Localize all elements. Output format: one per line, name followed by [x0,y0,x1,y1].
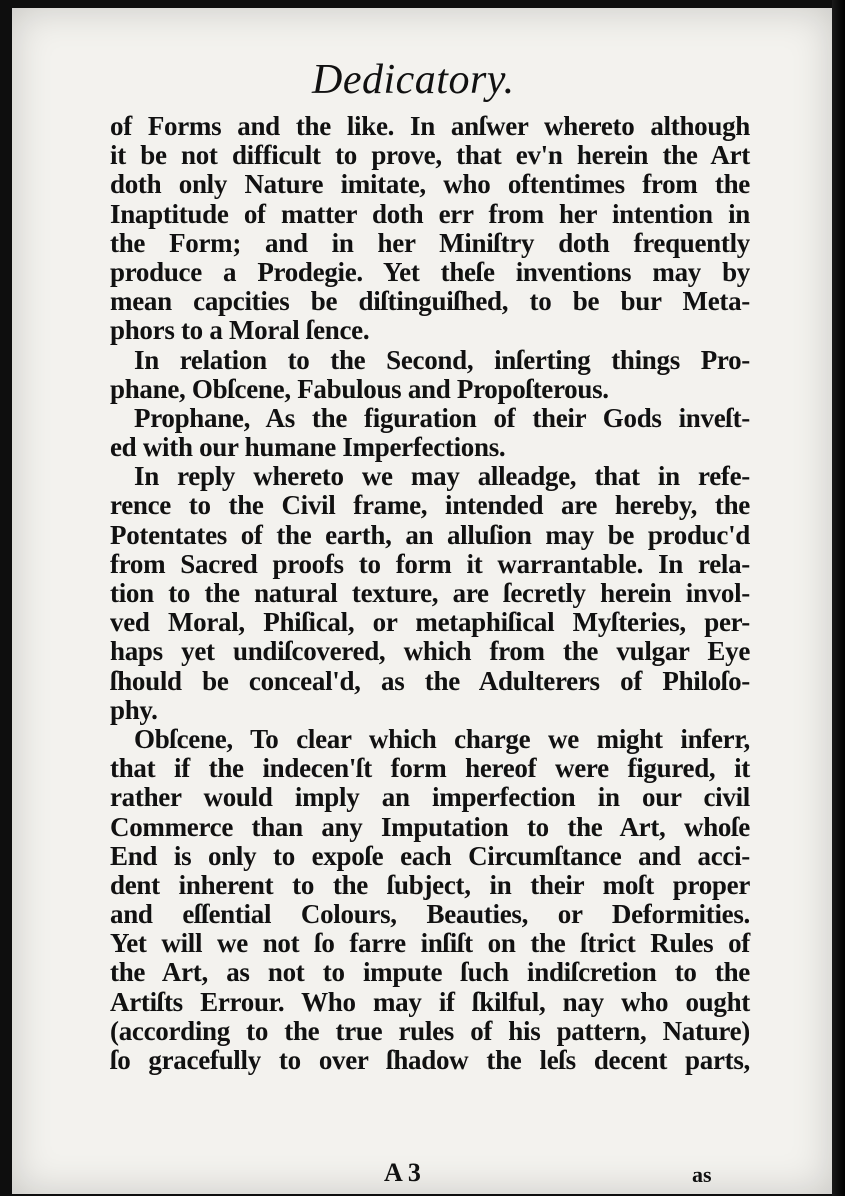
page [12,8,832,1194]
text-line: Prophane, As the figuration of their Gods inveſt- [134,402,750,433]
text-line: the Art, as not to impute ſuch indiſcretion to the [110,957,750,988]
text-line: and eſſential Colours, Beauties, or Deformities. [110,899,750,930]
text-line: tion to the natural texture, are ſecretly herein invol- [110,578,750,608]
text-line: rather would imply an imperfection in our civil [110,782,750,813]
text-line: Yet will we not ſo farre inſiſt on the ſtrict Rules of [110,928,750,959]
text-line: doth only Nature imitate, who oftentimes from the [110,169,750,200]
text-line: Obſcene, To clear which charge we might inferr, [134,723,750,754]
text-line: dent inherent to the ſubject, in their moſt proper [110,869,750,900]
text-line: phy. [110,694,158,725]
text-line: ſhould be conceal'd, as the Adulterers of Philoſo- [110,665,750,696]
text-line: End is only to expoſe each Circumſtance and acci- [110,840,750,871]
text-line: produce a Prodegie. Yet theſe inventions may by [110,256,750,287]
text-line: ed with our humane Imperfections. [110,432,506,463]
text-line: Potentates of the earth, an alluſion may be produc'd [110,519,750,550]
text-line: that if the indecen'ſt form hereof were figured, it [110,753,750,784]
text-line: Artiſts Errour. Who may if ſkilful, nay who ought [110,986,750,1017]
signature-mark: A 3 [384,1158,421,1187]
text-line: the Form; and in her Miniſtry doth frequently [110,227,750,258]
text-line: ved Moral, Phiſical, or metaphiſical Myſteries, per- [110,607,750,638]
text-line: haps yet undiſcovered, which from the vulgar Eye [110,636,750,667]
text-line: Inaptitude of matter doth err from her intention in [110,198,750,229]
text-line: of Forms and the like. In anſwer whereto although [110,111,750,141]
text-line: Commerce than any Imputation to the Art, whoſe [110,811,750,842]
text-line: ſo gracefully to over ſhadow the leſs decent parts, [110,1045,750,1075]
text-line: phane, Obſcene, Fabulous and Propoſterous. [110,373,609,404]
catchword: as [692,1162,712,1187]
text-line: In reply whereto we may alleadge, that in refe- [134,461,750,492]
text-line: rence to the Civil frame, intended are hereby, the [110,490,750,521]
text-line: it be not difficult to prove, that ev'n herein the Art [110,140,750,171]
text-line: phors to a Moral ſence. [110,315,370,346]
page-edge-shadow [832,0,845,1196]
text-line: mean capcities be diſtinguiſhed, to be bur Meta- [110,286,750,317]
body-text [110,112,750,1075]
text-line: (according to the true rules of his pattern, Nature) [110,1015,750,1046]
text-line: In relation to the Second, inſerting things Pro- [134,344,750,375]
page-title: Dedicatory. [312,57,515,103]
text-line: from Sacred proofs to form it warrantable. In rela- [110,548,750,579]
